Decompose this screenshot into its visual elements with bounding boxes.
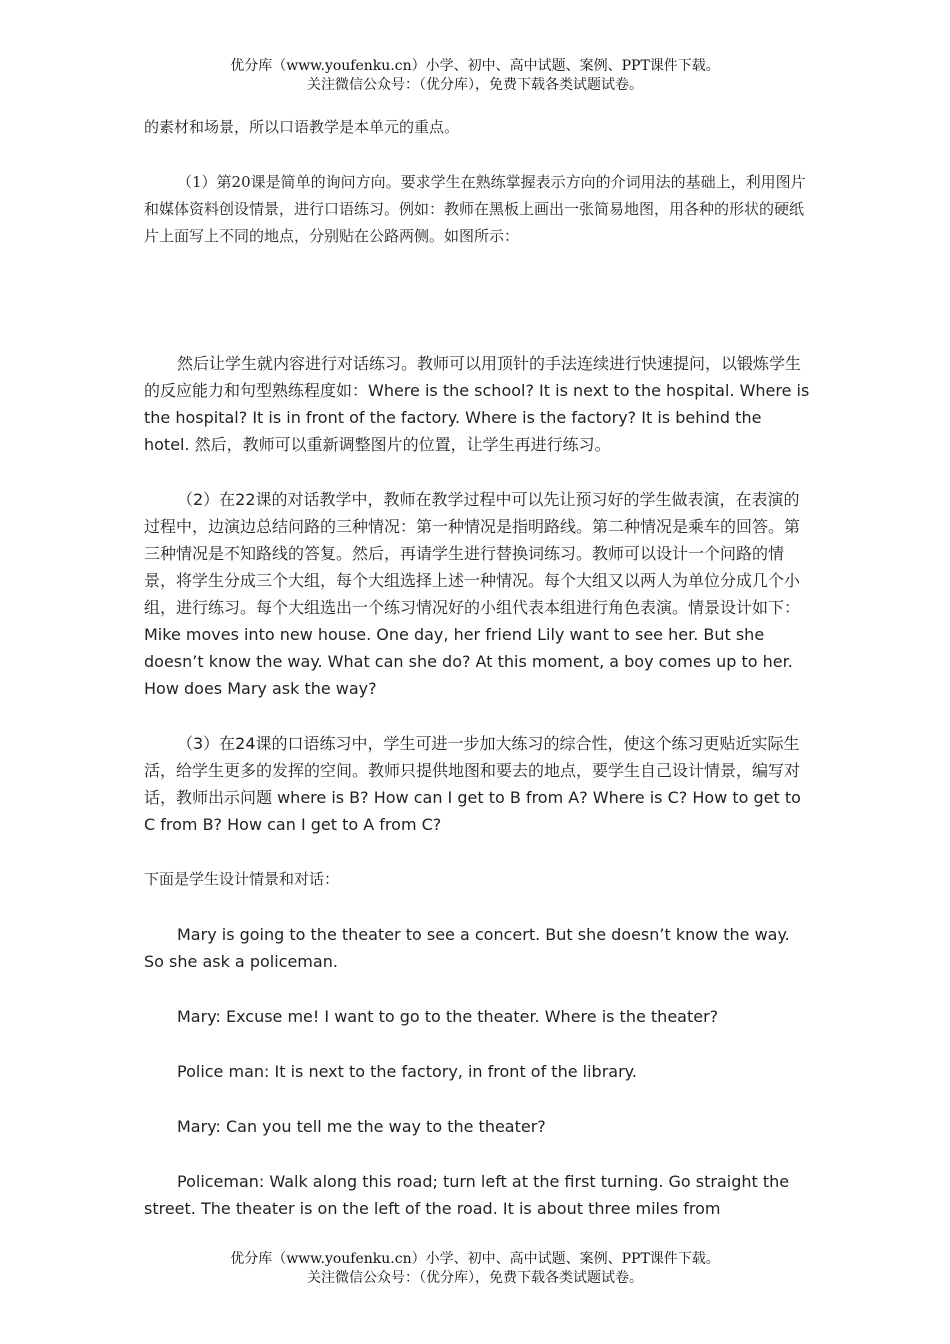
document-body [144,114,812,1222]
paragraph-scenario: Mary is going to the theater to see a concert. But she doesn’t know the way. So she ask a policeman. [144,925,790,971]
page-header [0,57,950,95]
dialogue-line-mary-1: Mary: Excuse me! I want to go to the theater. Where is the theater? [177,1007,719,1026]
page-footer [0,1250,950,1288]
paragraph-lesson-22: （2）在22课的对话教学中，教师在教学过程中可以先让预习好的学生做表演，在表演的过程中，边演边总结问路的三种情况：第一种情况是指明路线。第二种情况是乘车的回答。第三种情况是不知路线的答复。然后，再请学生进行替换词练习。教师可以设计一个问路的情景，将学生分成三个大组，每个大组选择上述一种情况。每个大组又以两人为单位分成几个小组，进行练习。每个大组选出一个练习情况好的小组代表本组进行角色表演。情景设计如下：Mike moves into new house. One day, her friend Lily want to see her. But she doesn’t know the way. What can she do? At this moment, a boy comes up to her. How does Mary ask the way? [144,490,801,698]
dialogue-line-policeman-2: Policeman: Walk along this road; turn left at the first turning. Go straight the street. The theater is on the left of the road. It is about three miles from [144,1172,790,1218]
header-line-2: 关注微信公众号：（优分库），免费下载各类试题试卷。 [307,77,643,93]
footer-line-2: 关注微信公众号：（优分库），免费下载各类试题试卷。 [307,1270,643,1286]
header-line-1: 优分库（www.youfenku.cn）小学、初中、高中试题、案例、PPT课件下载。 [230,58,720,74]
dialogue-line-policeman-1: Police man: It is next to the factory, in front of the library. [177,1062,637,1081]
paragraph-lesson-24: （3）在24课的口语练习中，学生可进一步加大练习的综合性，使这个练习更贴近实际生活，给学生更多的发挥的空间。教师只提供地图和要去的地点，要学生自己设计情景，编写对话，教师出示问题 where is B? How can I get to B from A? Where is C? How to get to C from B? How can I get to A from C? [144,734,801,834]
dialogue-line-mary-2: Mary: Can you tell me the way to the theater? [177,1117,546,1136]
paragraph-intro-tail: 的素材和场景，所以口语教学是本单元的重点。 [144,118,460,136]
paragraph-lesson-20: （1）第20课是简单的询问方向。要求学生在熟练掌握表示方向的介词用法的基础上，利用图片和媒体资料创设情景，进行口语练习。例如：教师在黑板上画出一张简易地图，用各种的形状的硬纸片上面写上不同的地点，分别贴在公路两侧。如图所示： [144,173,806,245]
paragraph-dialogue-practice: 然后让学生就内容进行对话练习。教师可以用顶针的手法连续进行快速提问，以锻炼学生的反应能力和句型熟练程度如：Where is the school? It is next to the hospital. Where is the hospital? It is in front of the factory. Where is the factory? It is behind the hotel. 然后，教师可以重新调整图片的位置，让学生再进行练习。 [144,354,810,454]
footer-line-1: 优分库（www.youfenku.cn）小学、初中、高中试题、案例、PPT课件下载。 [230,1251,720,1267]
paragraph-student-design-intro: 下面是学生设计情景和对话： [144,870,340,888]
